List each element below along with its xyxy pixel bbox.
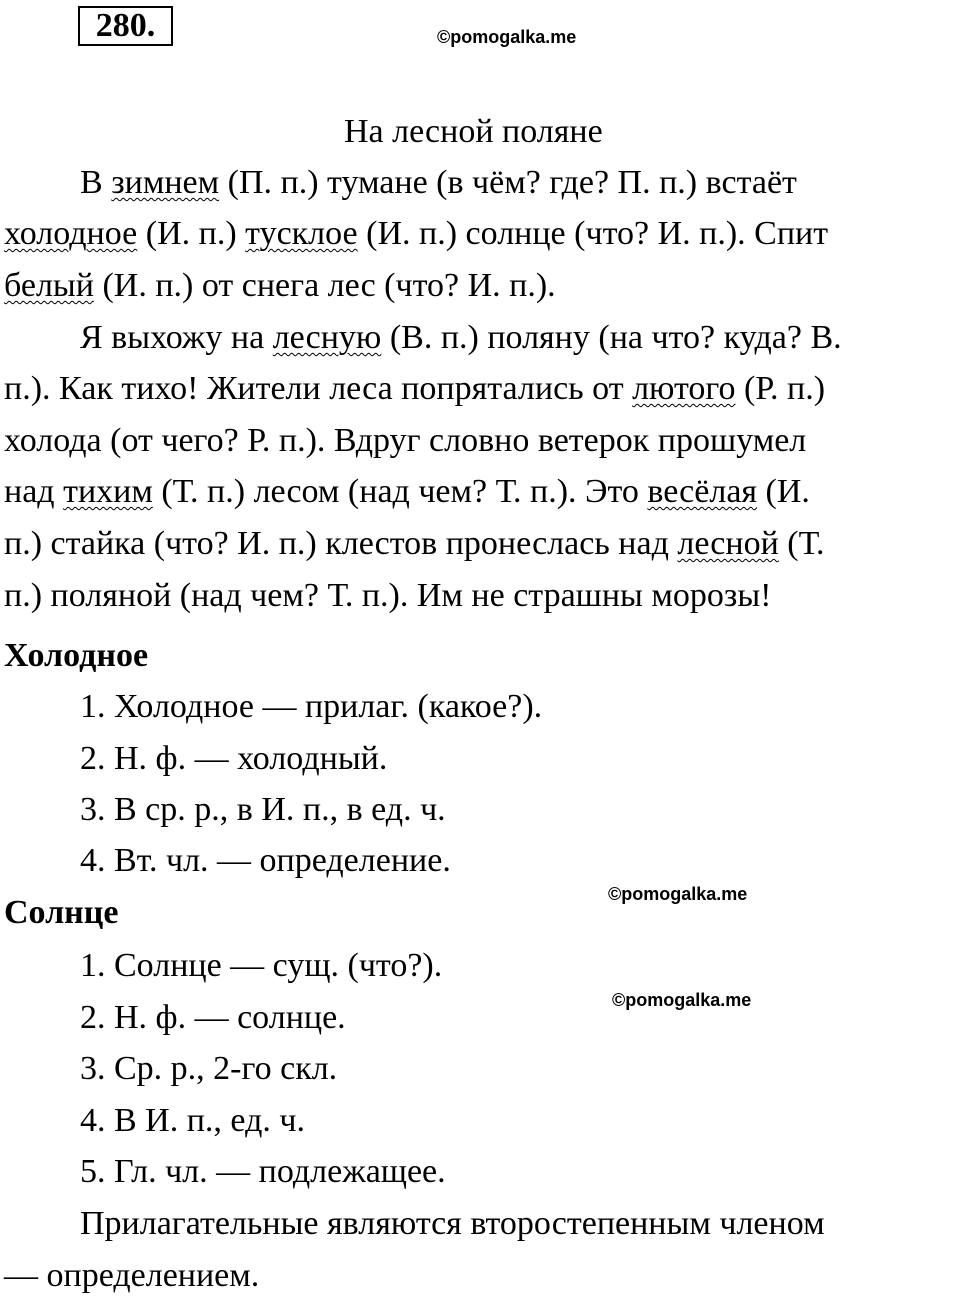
text-run: (Р. п.)	[735, 370, 826, 407]
para2-line4	[4, 472, 810, 512]
section-heading-holodnoe: Холодное	[4, 637, 149, 674]
section-heading-solntse: Солнце	[4, 894, 119, 931]
watermark: ©pomogalka.me	[608, 884, 748, 904]
text-title: На лесной поляне	[344, 113, 603, 150]
adjective-word: белый	[4, 267, 94, 304]
list-item: 2. Н. ф. — холодный.	[80, 740, 388, 777]
text-run: (И.	[757, 473, 810, 510]
text-run: В	[80, 164, 112, 201]
adjective-word: лесной	[677, 525, 779, 562]
text-run: (Т.	[778, 525, 825, 562]
para1-line3	[4, 266, 556, 306]
text-run: Я выхожу на	[80, 319, 273, 356]
adjective-word: лютого	[632, 370, 736, 407]
watermark: ©pomogalka.me	[612, 990, 752, 1010]
text-run: над	[4, 473, 64, 510]
para1-line1	[80, 163, 797, 203]
text-run: п.). Как тихо! Жители леса попрятались от	[4, 370, 633, 407]
adjective-word: весёлая	[647, 473, 758, 510]
list-item: 5. Гл. чл. — подлежащее.	[80, 1153, 446, 1190]
watermark: ©pomogalka.me	[437, 27, 577, 47]
text-run: (П. п.) тумане (в чём? где? П. п.) встаёт	[219, 164, 797, 201]
conclusion-line2: — определением.	[4, 1257, 260, 1294]
adjective-word: лесную	[272, 319, 382, 356]
text-run: (И. п.)	[137, 215, 246, 252]
adjective-word: холодное	[4, 215, 138, 252]
text-run: (И. п.) от снега лес (что? И. п.).	[93, 267, 556, 304]
adjective-word: тихим	[63, 473, 153, 510]
text-run: (И. п.) солнце (что? И. п.). Спит	[357, 215, 829, 252]
list-item: 1. Солнце — сущ. (что?).	[80, 947, 443, 984]
adjective-word: тусклое	[245, 215, 358, 252]
para2-line3: холода (от чего? Р. п.). Вдруг словно ветерок прошумел	[4, 422, 807, 459]
para2-line1	[80, 318, 842, 358]
para1-line2	[4, 214, 828, 254]
text-run: п.) стайка (что? И. п.) клестов пронеслась над	[4, 525, 678, 562]
list-item: 3. Ср. р., 2-го скл.	[80, 1050, 338, 1087]
para2-line6: п.) поляной (над чем? Т. п.). Им не страшны морозы!	[4, 577, 772, 614]
list-item: 3. В ср. р., в И. п., в ед. ч.	[80, 791, 446, 828]
para2-line5	[4, 524, 824, 564]
list-item: 2. Н. ф. — солнце.	[80, 999, 346, 1036]
text-run: (Т. п.) лесом (над чем? Т. п.). Это	[152, 473, 648, 510]
adjective-word: зимнем	[111, 164, 220, 201]
list-item: 4. Вт. чл. — определение.	[80, 842, 451, 879]
list-item: 1. Холодное — прилаг. (какое?).	[80, 688, 543, 725]
conclusion-line1: Прилагательные являются второстепенным членом	[80, 1205, 825, 1242]
task-number: 280.	[78, 6, 173, 46]
para2-line2	[4, 369, 825, 409]
text-run: (В. п.) поляну (на что? куда? В.	[381, 319, 842, 356]
list-item: 4. В И. п., ед. ч.	[80, 1102, 305, 1139]
